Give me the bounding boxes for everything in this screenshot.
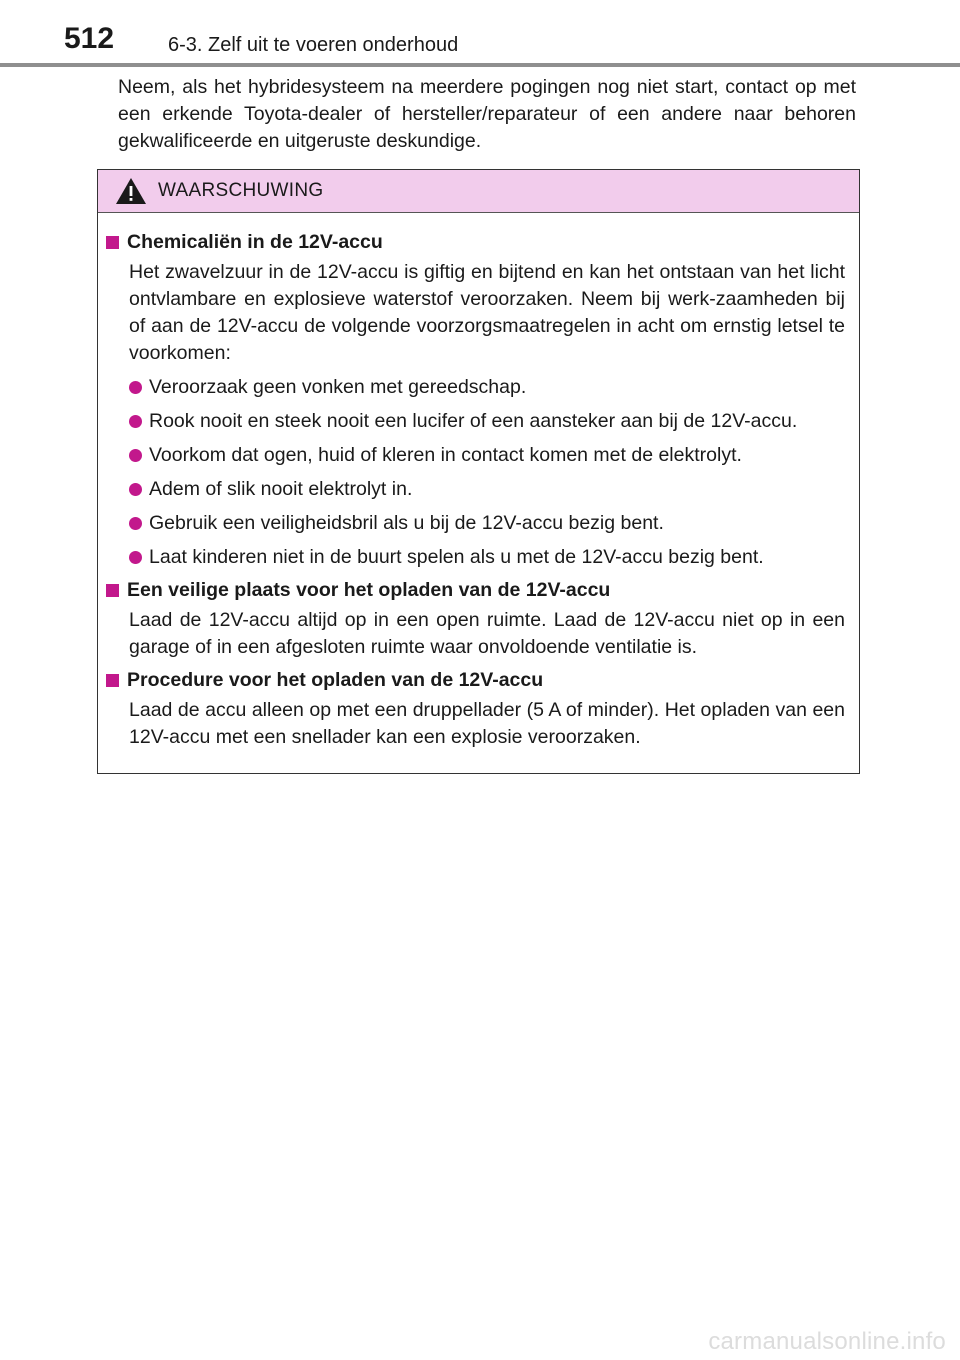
square-bullet-icon xyxy=(106,584,119,597)
square-bullet-icon xyxy=(106,674,119,687)
round-bullet-icon xyxy=(129,551,142,564)
warning-title: WAARSCHUWING xyxy=(158,180,324,201)
warning-body xyxy=(98,213,859,751)
paragraph-procedure: Laad de accu alleen op met een druppellader (5 A of minder). Het opladen van een 12V-accu met een snellader kan een explosie veroorzaken. xyxy=(129,699,845,748)
warning-triangle-icon xyxy=(115,177,147,205)
header-rule xyxy=(0,63,960,67)
round-bullet-icon xyxy=(129,483,142,496)
round-bullet-icon xyxy=(129,381,142,394)
subheading-label: Chemicaliën in de 12V-accu xyxy=(127,231,383,253)
list-item xyxy=(129,510,845,537)
subheading-label: Procedure voor het opladen van de 12V-accu xyxy=(127,669,544,691)
subheading-chemicals xyxy=(106,229,845,256)
section-title: 6-3. Zelf uit te voeren onderhoud xyxy=(168,34,459,56)
list-item-text: Laat kinderen niet in de buurt spelen als u met de 12V-accu bezig bent. xyxy=(149,546,764,568)
warning-box xyxy=(97,169,860,774)
intro-paragraph: Neem, als het hybridesysteem na meerdere pogingen nog niet start, contact op met een erkende Toyota-dealer of hersteller/reparateur of een andere naar behoren gekwalificeerde en uitgeruste deskundige. xyxy=(118,76,856,152)
subheading-procedure xyxy=(106,667,845,694)
list-item xyxy=(129,374,845,401)
list-item-text: Rook nooit en steek nooit een lucifer of een aansteker aan bij de 12V-accu. xyxy=(149,410,798,432)
list-item-text: Voorkom dat ogen, huid of kleren in contact komen met de elektrolyt. xyxy=(149,444,742,466)
paragraph-safe-place: Laad de 12V-accu altijd op in een open ruimte. Laad de 12V-accu niet op in een garage of in een afgesloten ruimte waar onvoldoende ventilatie is. xyxy=(129,609,845,658)
list-item xyxy=(129,544,845,571)
list-item-text: Veroorzaak geen vonken met gereedschap. xyxy=(149,376,527,398)
round-bullet-icon xyxy=(129,517,142,530)
watermark: carmanualsonline.info xyxy=(708,1328,946,1355)
warning-header xyxy=(98,170,859,213)
subheading-label: Een veilige plaats voor het opladen van de 12V-accu xyxy=(127,579,611,601)
list-item xyxy=(129,442,845,469)
list-item-text: Adem of slik nooit elektrolyt in. xyxy=(149,478,413,500)
round-bullet-icon xyxy=(129,415,142,428)
square-bullet-icon xyxy=(106,236,119,249)
list-item xyxy=(129,476,845,503)
subheading-safe-place xyxy=(106,577,845,604)
round-bullet-icon xyxy=(129,449,142,462)
page-number: 512 xyxy=(64,22,115,55)
paragraph-chemicals: Het zwavelzuur in de 12V-accu is giftig en bijtend en kan het ontstaan van het licht ontvlambare en explosieve waterstof veroorzaken. Neem bij werk-zaamheden bij of aan de 12V-accu de volgende voorzorgsmaatregelen in acht om ernstig letsel te voorkomen: xyxy=(129,261,845,364)
list-item-text: Gebruik een veiligheidsbril als u bij de 12V-accu bezig bent. xyxy=(149,512,664,534)
list-item xyxy=(129,408,845,435)
